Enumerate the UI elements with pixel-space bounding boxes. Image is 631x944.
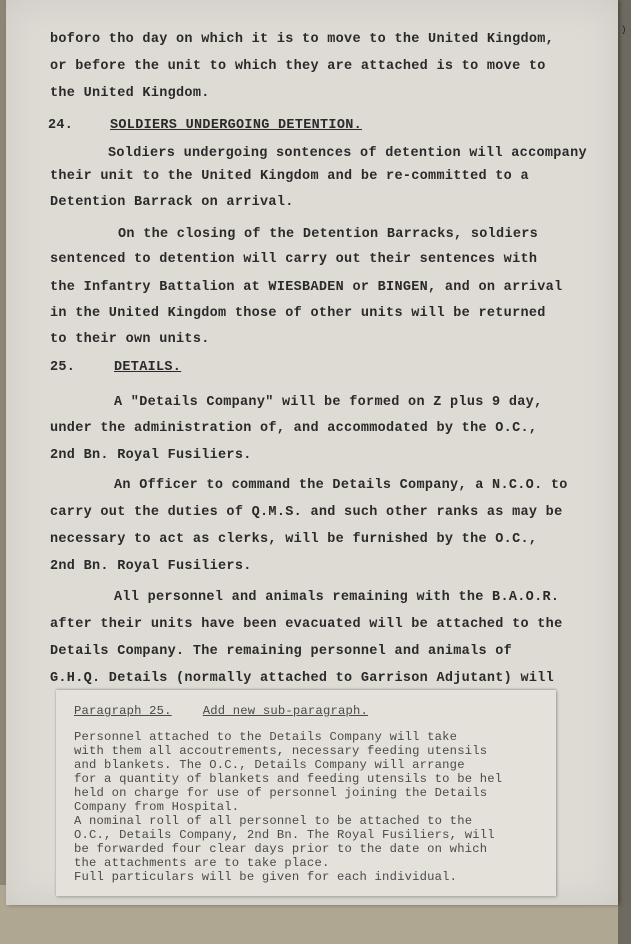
section-25-number: 25. bbox=[50, 360, 76, 375]
slip-line: and blankets. The O.C., Details Company will arrange bbox=[74, 758, 465, 772]
body-line: sentenced to detention will carry out their sentences with bbox=[50, 252, 538, 267]
slip-instruction: Add new sub-paragraph. bbox=[202, 704, 369, 718]
body-line: An Officer to command the Details Company, a N.C.O. to bbox=[114, 478, 568, 493]
slip-paragraph-ref: Paragraph 25. bbox=[74, 704, 172, 718]
section-24-heading: SOLDIERS UNDERGOING DETENTION. bbox=[110, 118, 363, 133]
body-line: necessary to act as clerks, will be furnished by the O.C., bbox=[50, 532, 538, 547]
slip-line: Personnel attached to the Details Company will take bbox=[74, 730, 458, 744]
slip-line: A nominal roll of all personnel to be attached to the bbox=[74, 814, 473, 828]
slip-heading bbox=[74, 704, 368, 718]
slip-line: held on charge for use of personnel joining the Details bbox=[74, 786, 488, 800]
adjacent-page-edge: ) bbox=[618, 0, 631, 944]
body-line: or before the unit to which they are attached is to move to bbox=[50, 59, 546, 74]
body-line: after their units have been evacuated will be attached to the bbox=[50, 617, 563, 632]
slip-line: Company from Hospital. bbox=[74, 800, 240, 814]
body-line: to their own units. bbox=[50, 332, 210, 347]
body-line: 2nd Bn. Royal Fusiliers. bbox=[50, 559, 252, 574]
body-line: Soldiers undergoing sontences of detention will accompany bbox=[108, 146, 587, 161]
body-line: their unit to the United Kingdom and be re-committed to a bbox=[50, 169, 529, 184]
body-line: boforo tho day on which it is to move to the United Kingdom, bbox=[50, 32, 555, 47]
slip-line: O.C., Details Company, 2nd Bn. The Royal Fusiliers, will bbox=[74, 828, 495, 842]
body-line: All personnel and animals remaining with the B.A.O.R. bbox=[114, 590, 560, 605]
slip-line: be forwarded four clear days prior to the date on which bbox=[74, 842, 488, 856]
body-line: A "Details Company" will be formed on Z plus 9 day, bbox=[114, 395, 543, 410]
slip-line: Full particulars will be given for each individual. bbox=[74, 870, 458, 884]
body-line: the Infantry Battalion at WIESBADEN or BINGEN, and on arrival bbox=[50, 280, 563, 295]
section-25-heading: DETAILS. bbox=[114, 360, 182, 375]
amendment-slip bbox=[56, 690, 556, 896]
body-line: Detention Barrack on arrival. bbox=[50, 195, 294, 210]
body-line: G.H.Q. Details (normally attached to Garrison Adjutant) will bbox=[50, 671, 555, 686]
slip-line: for a quantity of blankets and feeding utensils to be hel bbox=[74, 772, 503, 786]
slip-line: with them all accoutrements, necessary feeding utensils bbox=[74, 744, 488, 758]
body-line: 2nd Bn. Royal Fusiliers. bbox=[50, 448, 252, 463]
body-line: in the United Kingdom those of other units will be returned bbox=[50, 306, 546, 321]
section-24-number: 24. bbox=[48, 118, 74, 133]
body-line: carry out the duties of Q.M.S. and such other ranks as may be bbox=[50, 505, 563, 520]
body-line: under the administration of, and accommodated by the O.C., bbox=[50, 421, 538, 436]
body-line: Details Company. The remaining personnel and animals of bbox=[50, 644, 513, 659]
slip-line: the attachments are to take place. bbox=[74, 856, 330, 870]
body-line: the United Kingdom. bbox=[50, 86, 210, 101]
body-line: On the closing of the Detention Barracks, soldiers bbox=[118, 227, 539, 242]
